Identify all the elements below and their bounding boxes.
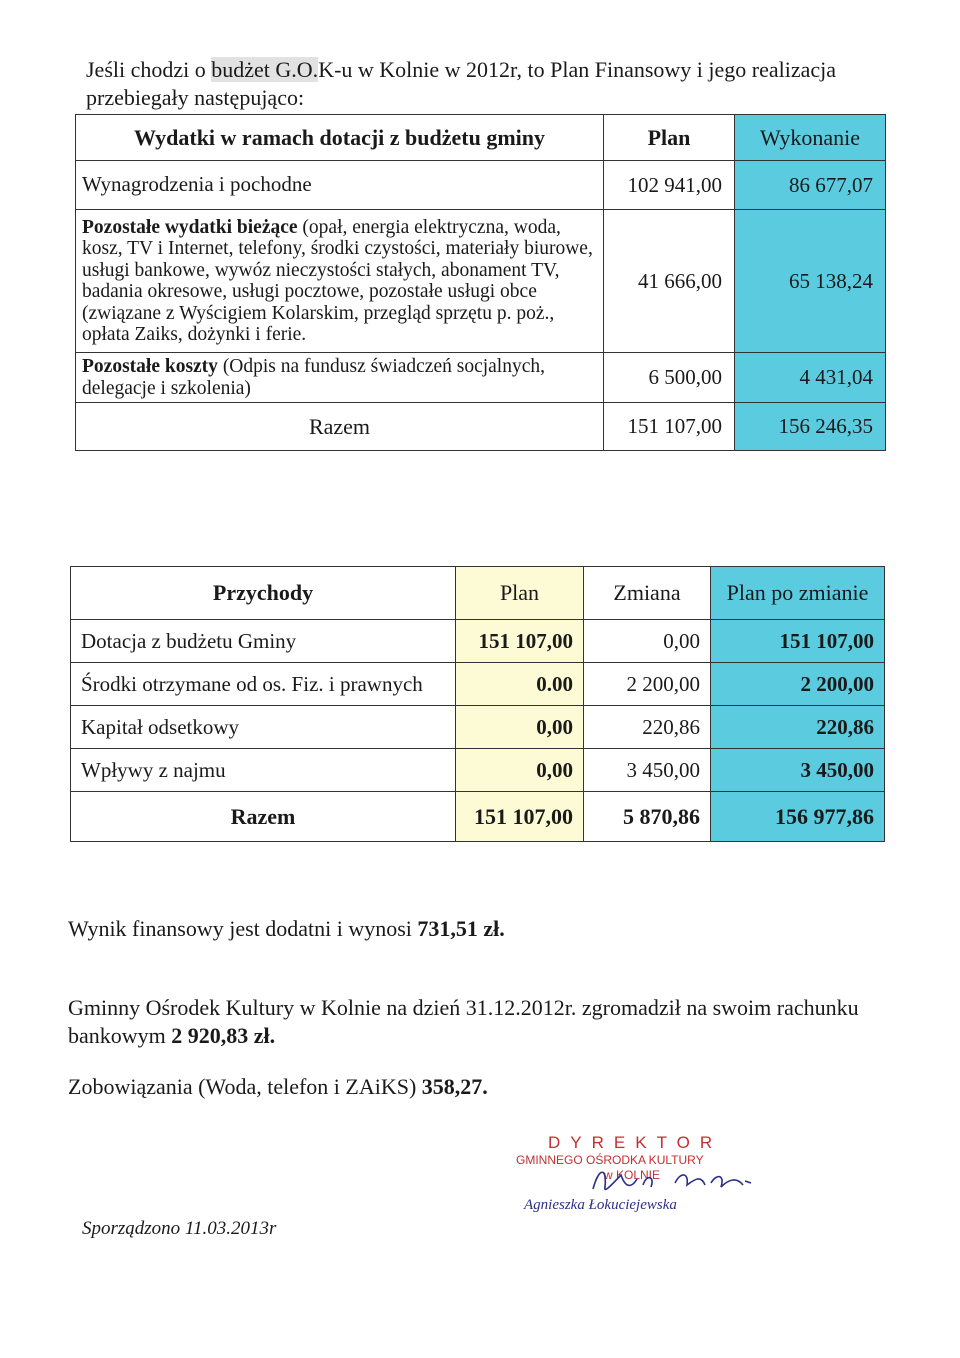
- expense-description: (opał, energia elektryczna, woda, kosz, TV i Internet, telefony, środki czystości, materiały biurowe, usługi bankowe, wywóz nieczystości stałych, abonament TV, badania okresowe, usługi pocztowe, pozostałe usługi obce (związane z Wyścigiem Kolarskim, przegląd sprzętu p. poż., opłata Zaiks, dożynki i ferie.: [82, 216, 593, 345]
- income-header-row: [71, 567, 885, 620]
- table-row: [76, 161, 886, 210]
- expense-done: 65 138,24: [735, 210, 886, 353]
- income-after: 220,86: [711, 706, 885, 749]
- intro-text-start: Jeśli chodzi o: [86, 57, 212, 82]
- result-value: 731,51 zł.: [417, 916, 505, 941]
- table-row: [71, 663, 885, 706]
- expense-title: Pozostałe wydatki bieżące: [82, 216, 298, 238]
- income-total-row: [71, 792, 885, 842]
- result-paragraph: [68, 915, 898, 943]
- income-label: Kapitał odsetkowy: [71, 706, 456, 749]
- expenses-total-row: [76, 403, 886, 451]
- bank-paragraph: [68, 994, 898, 1050]
- director-stamp: [500, 1133, 800, 1233]
- intro-highlight: budżet G.O.: [211, 57, 319, 82]
- expenses-header-plan: Plan: [604, 115, 735, 161]
- liabilities-paragraph: [68, 1073, 898, 1101]
- prepared-date: Sporządzono 11.03.2013r: [82, 1218, 277, 1239]
- expenses-table: [75, 114, 886, 451]
- table-row: [71, 749, 885, 792]
- expense-done: 86 677,07: [735, 161, 886, 210]
- income-total-change: 5 870,86: [584, 792, 711, 842]
- stamp-name: Agnieszka Łokuciejewska: [524, 1197, 677, 1213]
- table-row: [71, 706, 885, 749]
- intro-paragraph: [86, 56, 906, 112]
- expenses-header-row: [76, 115, 886, 161]
- expense-plan: 102 941,00: [604, 161, 735, 210]
- expenses-total-plan: 151 107,00: [604, 403, 735, 451]
- income-total-after: 156 977,86: [711, 792, 885, 842]
- income-change: 220,86: [584, 706, 711, 749]
- income-change: 0,00: [584, 620, 711, 663]
- income-plan: 0,00: [456, 706, 584, 749]
- stamp-title: DYREKTOR: [548, 1133, 723, 1152]
- income-total-label: Razem: [71, 792, 456, 842]
- income-label: Środki otrzymane od os. Fiz. i prawnych: [71, 663, 456, 706]
- table-row: [71, 620, 885, 663]
- income-label: Dotacja z budżetu Gminy: [71, 620, 456, 663]
- income-change: 2 200,00: [584, 663, 711, 706]
- bank-text: Gminny Ośrodek Kultury w Kolnie na dzień 31.12.2012r. zgromadził na swoim rachunku bankowym: [68, 995, 859, 1048]
- stamp-location: w KOLNIE: [604, 1168, 661, 1182]
- expense-label: [76, 353, 604, 403]
- bank-value: 2 920,83 zł.: [171, 1023, 276, 1048]
- expense-plan: 6 500,00: [604, 353, 735, 403]
- intro-text-line2: przebiegały następująco:: [86, 85, 305, 110]
- income-change: 3 450,00: [584, 749, 711, 792]
- expense-title: Wynagrodzenia i pochodne: [82, 172, 312, 197]
- expenses-total-label: Razem: [76, 403, 604, 451]
- signature-icon: [585, 1161, 775, 1201]
- table-row: [76, 210, 886, 353]
- expenses-total-done: 156 246,35: [735, 403, 886, 451]
- income-header-title: Przychody: [71, 567, 456, 620]
- expenses-header-done: Wykonanie: [735, 115, 886, 161]
- income-plan: 151 107,00: [456, 620, 584, 663]
- income-label: Wpływy z najmu: [71, 749, 456, 792]
- expense-label: [76, 161, 604, 210]
- income-after: 151 107,00: [711, 620, 885, 663]
- expense-done: 4 431,04: [735, 353, 886, 403]
- stamp-institution: GMINNEGO OŚRODKA KULTURY: [516, 1153, 704, 1167]
- intro-text-end: K-u w Kolnie w 2012r, to Plan Finansowy i jego realizacja: [318, 57, 837, 82]
- liabilities-value: 358,27.: [421, 1074, 488, 1099]
- income-plan: 0,00: [456, 749, 584, 792]
- expenses-header-title: Wydatki w ramach dotacji z budżetu gminy: [76, 115, 604, 161]
- income-header-plan: Plan: [456, 567, 584, 620]
- table-row: [76, 353, 886, 403]
- income-header-after: Plan po zmianie: [711, 567, 885, 620]
- expense-label: [76, 210, 604, 353]
- income-after: 2 200,00: [711, 663, 885, 706]
- income-header-change: Zmiana: [584, 567, 711, 620]
- income-table: [70, 566, 885, 842]
- expense-description: (Odpis na fundusz świadczeń socjalnych, delegacje i szkolenia): [82, 356, 546, 399]
- income-total-plan: 151 107,00: [456, 792, 584, 842]
- income-after: 3 450,00: [711, 749, 885, 792]
- expense-title: Pozostałe koszty: [82, 356, 218, 377]
- expense-plan: 41 666,00: [604, 210, 735, 353]
- liabilities-text: Zobowiązania (Woda, telefon i ZAiKS): [68, 1074, 422, 1099]
- result-text: Wynik finansowy jest dodatni i wynosi: [68, 916, 418, 941]
- income-plan: 0.00: [456, 663, 584, 706]
